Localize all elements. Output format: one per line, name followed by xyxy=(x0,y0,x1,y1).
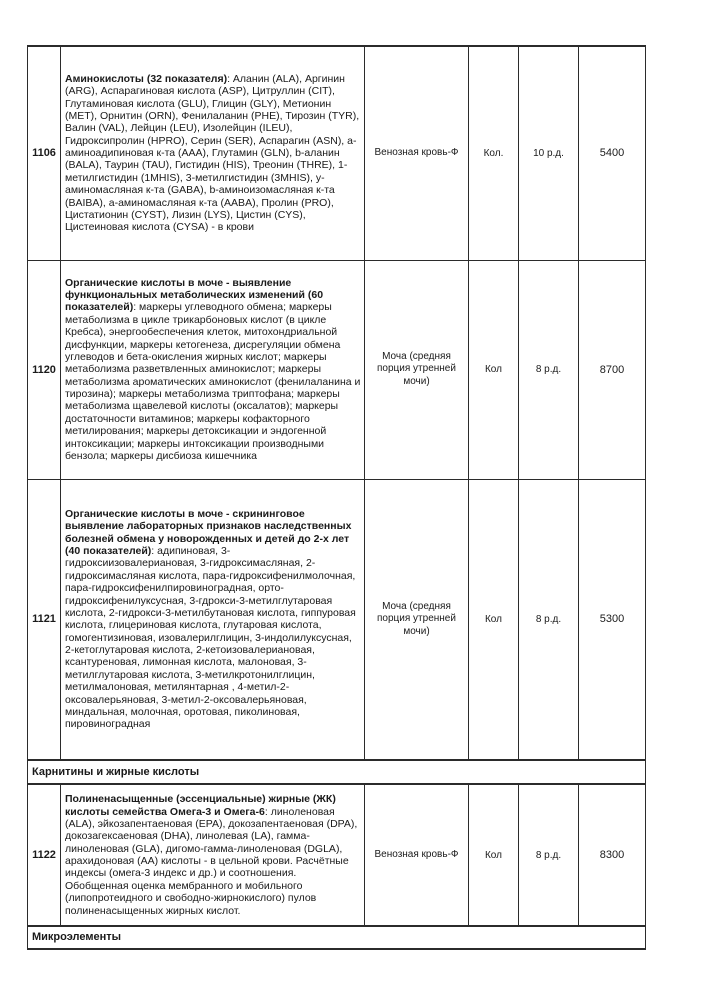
service-description xyxy=(61,46,365,260)
table-row-1106 xyxy=(28,46,646,260)
service-body: : линоленовая (ALA), эйкозапентаеновая (EPA), докозапентаеновая (DPA), докозагексаеновая (DHA), линолевая (LA), гамма-линоленовая (GLA), дигомо-гамма-линоленовая (DGLA), арахидоновая (AA) кислоты - в цельной крови. Расчётные индексы (омега-3 индекс и др.) и соотношения. Обобщенная оценка мембранного и мобильного (липопротеидного и свободно-жирнокислого) пулов полиненасыщенных жирных кислот. xyxy=(65,805,358,917)
turnaround-cell: 8 р.д. xyxy=(519,784,579,926)
method-cell: Кол xyxy=(469,784,519,926)
service-code: 1120 xyxy=(28,260,61,479)
price-list-table xyxy=(27,45,646,950)
service-title: Полиненасыщенные (эссенциальные) жирные (ЖК) кислоты семейства Омега-3 и Омега-6 xyxy=(65,793,336,818)
service-description xyxy=(61,260,365,479)
table-row-1120 xyxy=(28,260,646,479)
turnaround-cell: 10 р.д. xyxy=(519,46,579,260)
table-row-1121 xyxy=(28,479,646,760)
biomaterial-cell: Моча (средняя порция утренней мочи) xyxy=(365,479,469,760)
service-title: Органические кислоты в моче - выявление функциональных метаболических изменений (60 показателей) xyxy=(65,276,324,314)
section-row-microelements xyxy=(28,926,646,949)
service-title: Органические кислоты в моче - скрининговое выявление лабораторных признаков наследственных болезней обмена у новорожденных и детей до 2-х лет (40 показателей) xyxy=(65,507,352,557)
method-cell: Кол xyxy=(469,479,519,760)
service-description xyxy=(61,784,365,926)
turnaround-cell: 8 р.д. xyxy=(519,260,579,479)
service-title: Аминокислоты (32 показателя) xyxy=(65,72,228,85)
method-cell: Кол xyxy=(469,260,519,479)
price-cell: 5400 xyxy=(579,46,646,260)
section-row-carnitines xyxy=(28,760,646,784)
service-code: 1106 xyxy=(28,46,61,260)
turnaround-cell: 8 р.д. xyxy=(519,479,579,760)
service-code: 1122 xyxy=(28,784,61,926)
service-body: : маркеры углеводного обмена; маркеры метаболизма в цикле трикарбоновых кислот (в цикле Кребса), энергообеспечения клеток, митохондриальной дисфункции, маркеры кетогенеза, дисрегуляции обмена углеводов и бета-окисления жирных кислот; маркеры метаболизма разветвленных аминокислот; маркеры метаболизма ароматических аминокислот (фенилаланина и тирозина); маркеры метаболизма триптофана; маркеры метаболизма щавелевой кислоты (оксалатов); маркеры достаточности витаминов; маркеры кофакторного метилирования; маркеры детоксикации и эндогенной интоксикации; маркеры интоксикации производными бензола; маркеры дисбиоза кишечника xyxy=(65,301,361,462)
price-cell: 8700 xyxy=(579,260,646,479)
method-cell: Кол. xyxy=(469,46,519,260)
biomaterial-cell: Венозная кровь-Ф xyxy=(365,46,469,260)
section-title: Карнитины и жирные кислоты xyxy=(28,760,646,784)
price-cell: 5300 xyxy=(579,479,646,760)
price-cell: 8300 xyxy=(579,784,646,926)
service-body: : адипиновая, 3-гидроксиизовалериановая, 3-гидроксимасляная, 2-гидроксимасляная кислота, пара-гидроксифенилмолочная, пара-гидроксифенилпировиноградная, орто-гидроксифенилуксусная, 3-гдрокси-3-метилглутаровая кислота, 2-гидрокси-3-метилбутановая кислота, гиппуровая кислота, глицериновая кислота, глутаровая кислота, гомогентизиновая, изовалерилглицин, 3-индолилуксусная, 2-кетоглутаровая кислота, 2-кетоизовалериановая, ксантуреновая, лимонная кислота, малоновая, 3-метилглутаровая кислота, 3-метилкротонилглицин, метилмалоновая, метилянтарная , 4-метил-2-оксовалерьяновая, 3-метил-2-оксовалерьяновая, миндальная, молочная, оротовая, пиколиновая, пировиноградная xyxy=(65,545,356,731)
service-code: 1121 xyxy=(28,479,61,760)
table-row-1122 xyxy=(28,784,646,926)
service-body: : Аланин (ALA), Аргинин (ARG), Аспарагиновая кислота (ASP), Цитруллин (CIT), Глутаминовая кислота (GLU), Глицин (GLY), Метионин (MET), Орнитин (ORN), Фенилаланин (PHE), Тирозин (TYR), Валин (VAL), Лейцин (LEU), Изолейцин (ILEU), Гидроксипролин (HPRO), Серин (SER), Аспарагин (ASN), а-аминоадипиновая к-та (AAA), Глутамин (GLN), b-аланин (BALA), Таурин (TAU), Гистидин (HIS), Треонин (THRE), 1-метилгистидин (1MHIS), 3-метилгистидин (3MHIS), у-аминомасляная к-та (GABA), b-аминоизомасляная к-та (BAIBA), а-аминомасляная к-та (AABA), Пролин (PRO), Цистатионин (CYST), Лизин (LYS), Цистин (CYS), Цистеиновая кислота (CYSA) - в крови xyxy=(65,72,360,234)
biomaterial-cell: Моча (средняя порция утренней мочи) xyxy=(365,260,469,479)
biomaterial-cell: Венозная кровь-Ф xyxy=(365,784,469,926)
section-title: Микроэлементы xyxy=(28,926,646,949)
service-description xyxy=(61,479,365,760)
